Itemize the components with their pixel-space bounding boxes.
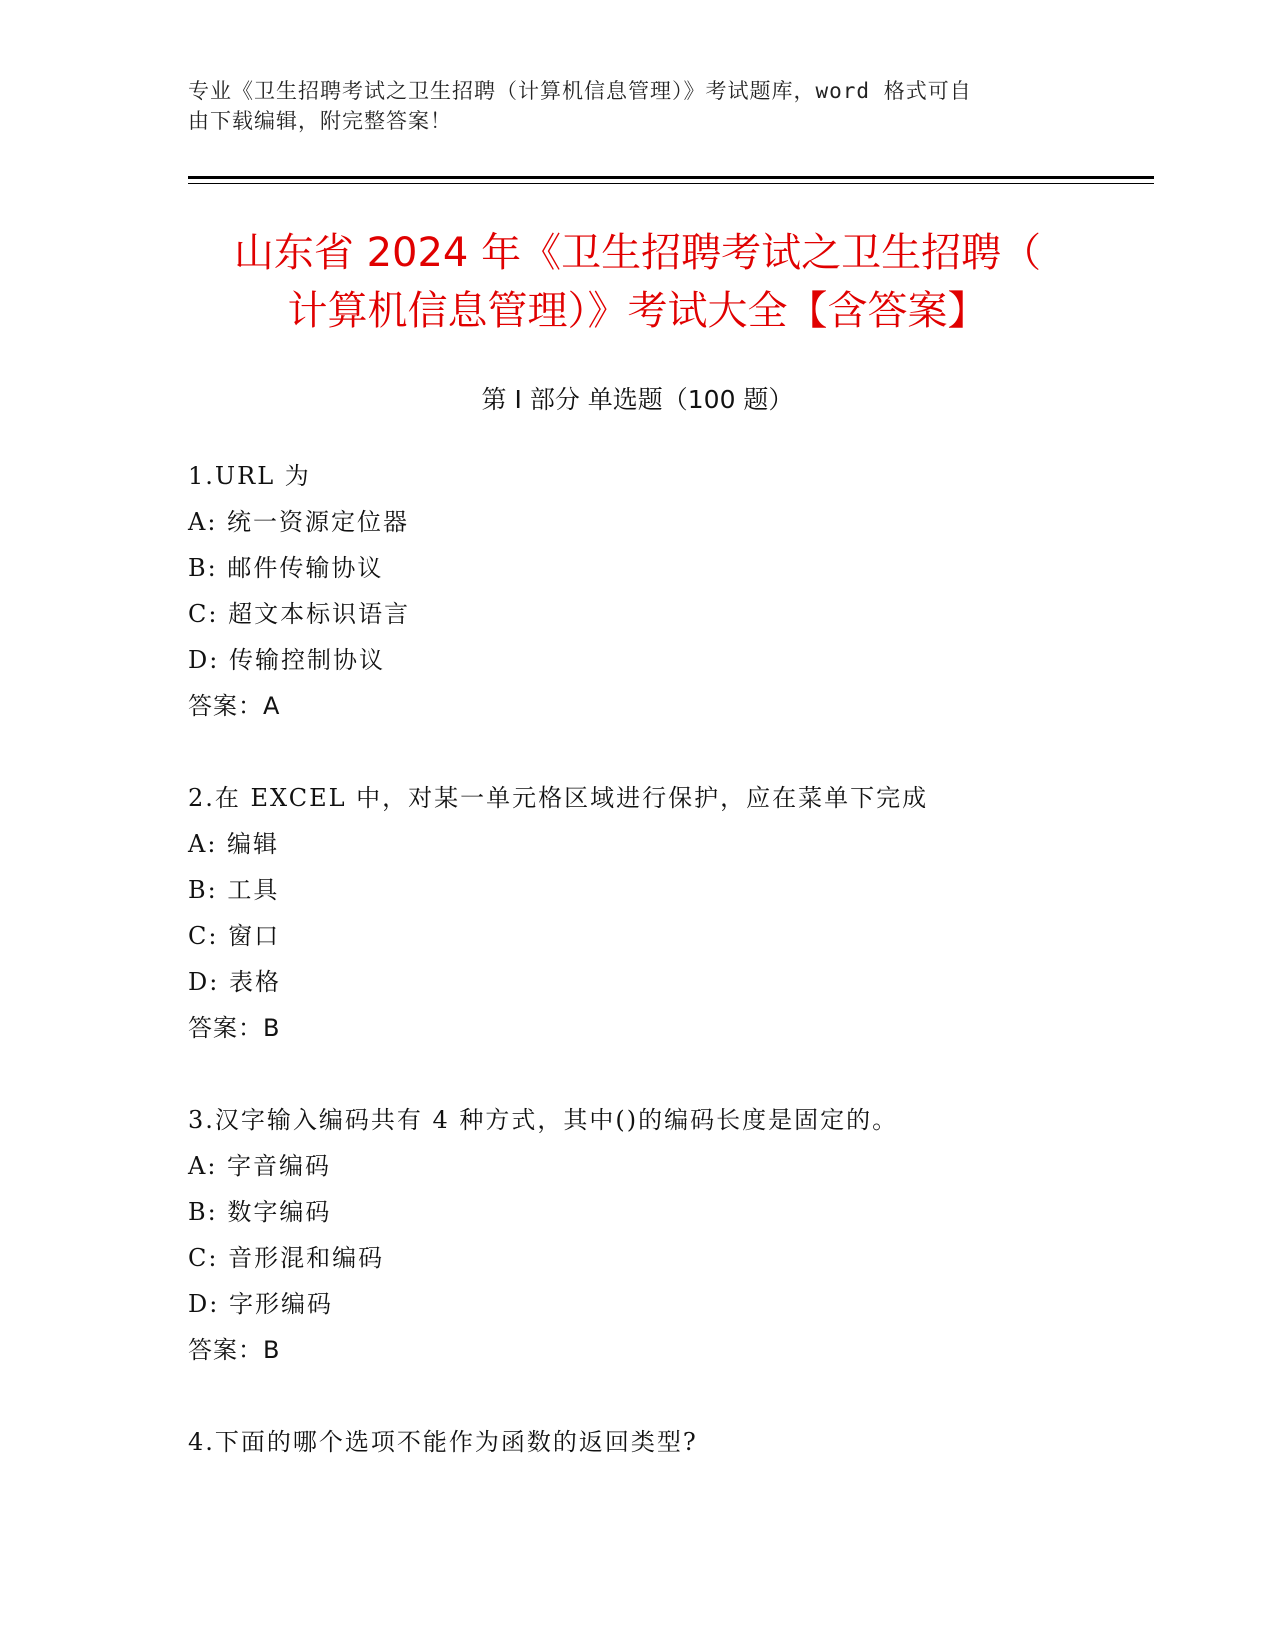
- answer: 答案：B: [188, 1014, 281, 1042]
- document-title: [150, 224, 1125, 340]
- question-3: [188, 1097, 1088, 1373]
- answer: 答案：A: [188, 692, 281, 720]
- question-1: [188, 453, 1088, 729]
- option-c: C: 音形混和编码: [188, 1244, 385, 1272]
- answer: 答案：B: [188, 1336, 281, 1364]
- question-4: [188, 1419, 1088, 1465]
- header-note: [188, 76, 1068, 136]
- option-d: D: 字形编码: [188, 1290, 333, 1318]
- option-c: C: 超文本标识语言: [188, 600, 411, 628]
- header-note-line-2: 由下载编辑，附完整答案！: [188, 109, 452, 133]
- option-a: A: 编辑: [188, 830, 280, 858]
- option-c: C: 窗口: [188, 922, 281, 950]
- question-stem: 3.汉字输入编码共有 4 种方式，其中()的编码长度是固定的。: [188, 1106, 899, 1134]
- option-b: B: 邮件传输协议: [188, 554, 384, 582]
- question-2: [188, 775, 1088, 1051]
- document-title-line-1: 山东省 2024 年《卫生招聘考试之卫生招聘（: [233, 230, 1042, 276]
- header-divider-thin: [188, 183, 1154, 184]
- option-b: B: 工具: [188, 876, 280, 904]
- option-a: A: 字音编码: [188, 1152, 332, 1180]
- document-title-line-2: 计算机信息管理）》考试大全【含答案】: [287, 288, 988, 334]
- section-heading: 第 I 部分 单选题（100 题）: [481, 385, 794, 414]
- question-stem: 1.URL 为: [188, 462, 311, 490]
- option-b: B: 数字编码: [188, 1198, 332, 1226]
- header-note-line-1: 专业《卫生招聘考试之卫生招聘（计算机信息管理）》考试题库，word 格式可自: [188, 79, 972, 103]
- option-d: D: 表格: [188, 968, 281, 996]
- header-divider-thick: [188, 176, 1154, 179]
- question-stem: 2.在 EXCEL 中，对某一单元格区域进行保护，应在菜单下完成: [188, 784, 929, 812]
- question-stem: 4.下面的哪个选项不能作为函数的返回类型?: [188, 1428, 698, 1456]
- option-a: A: 统一资源定位器: [188, 508, 410, 536]
- option-d: D: 传输控制协议: [188, 646, 385, 674]
